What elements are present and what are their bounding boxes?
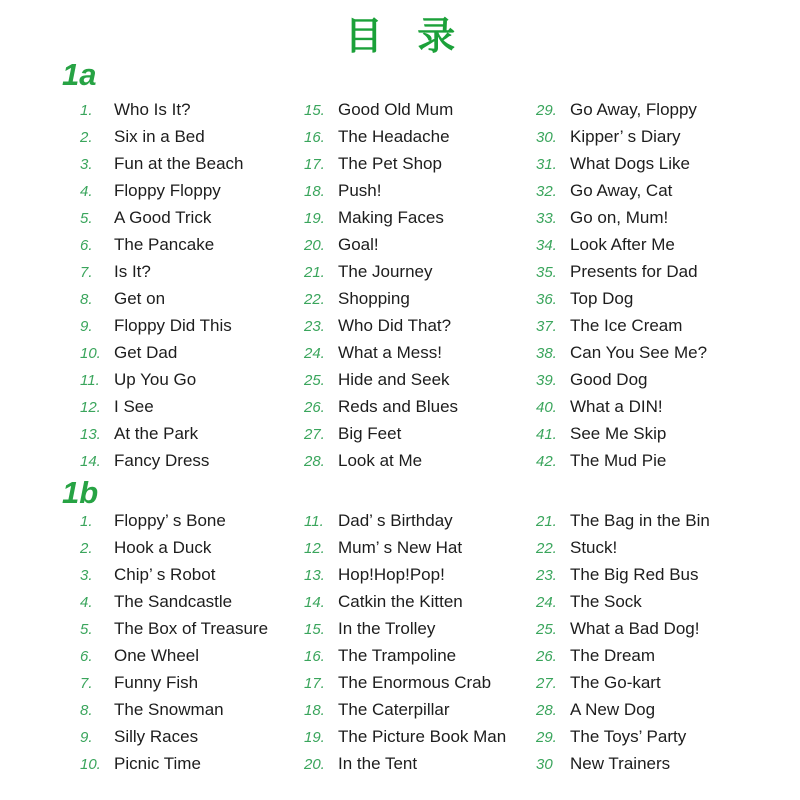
- toc-row-title: Look at Me: [338, 451, 423, 470]
- toc-row-title: The Box of Treasure: [114, 619, 269, 638]
- toc-row-number: 2.: [80, 129, 93, 146]
- toc-row-title: I See: [114, 397, 154, 416]
- toc-row-number: 24.: [536, 594, 557, 611]
- toc-row-title: The Picture Book Man: [338, 727, 507, 746]
- toc-column: [536, 100, 790, 478]
- toc-row-number: 38.: [536, 345, 557, 362]
- toc-row-number: 19.: [304, 210, 325, 227]
- toc-row: [80, 127, 304, 154]
- toc-row-number: 8.: [80, 702, 93, 719]
- toc-row-number: 17.: [304, 675, 325, 692]
- toc-row: [80, 424, 304, 451]
- toc-row-number: 14.: [80, 453, 101, 470]
- toc-row: [304, 343, 536, 370]
- toc-row-number: 21.: [304, 264, 325, 281]
- toc-row: [536, 646, 790, 673]
- toc-row-title: Get on: [114, 289, 166, 308]
- toc-row: [304, 370, 536, 397]
- toc-row: [536, 343, 790, 370]
- toc-row-title: The Toys’ Party: [570, 727, 687, 746]
- toc-row: [536, 181, 790, 208]
- toc-row-number: 39.: [536, 372, 557, 389]
- toc-row-title: Floppy’ s Bone: [114, 511, 226, 530]
- toc-row: [304, 646, 536, 673]
- toc-row: [80, 451, 304, 478]
- toc-row: [536, 673, 790, 700]
- toc-row-title: Good Old Mum: [338, 100, 454, 119]
- toc-row-title: Reds and Blues: [338, 397, 459, 416]
- toc-row: [536, 316, 790, 343]
- toc-row: [536, 511, 790, 538]
- toc-row: [304, 538, 536, 565]
- toc-row-title: A Good Trick: [114, 208, 212, 227]
- toc-row-number: 10.: [80, 345, 101, 362]
- toc-row-number: 27.: [536, 675, 557, 692]
- toc-row-title: What a Bad Dog!: [570, 619, 700, 638]
- toc-row: [304, 511, 536, 538]
- toc-row-title: The Dream: [570, 646, 656, 665]
- toc-row-title: Fancy Dress: [114, 451, 210, 470]
- toc-row-number: 26.: [536, 648, 557, 665]
- toc-row-title: Hook a Duck: [114, 538, 212, 557]
- toc-row-number: 5.: [80, 210, 93, 227]
- toc-row-number: 6.: [80, 237, 93, 254]
- toc-row-number: 23.: [536, 567, 557, 584]
- toc-row: [536, 370, 790, 397]
- toc-row: [536, 592, 790, 619]
- toc-row: [536, 208, 790, 235]
- toc-row-title: Go Away, Floppy: [570, 100, 697, 119]
- toc-row-number: 30.: [536, 129, 557, 146]
- toc-row-number: 21.: [536, 513, 557, 530]
- toc-row-number: 41.: [536, 426, 557, 443]
- toc-column: [80, 100, 304, 478]
- toc-row: [536, 262, 790, 289]
- toc-column: [304, 100, 536, 478]
- toc-row-title: Fun at the Beach: [114, 154, 244, 173]
- toc-row-title: A New Dog: [570, 700, 656, 719]
- toc-row-number: 31.: [536, 156, 557, 173]
- toc-column: [304, 511, 536, 781]
- toc-row: [536, 100, 790, 127]
- toc-row: [304, 181, 536, 208]
- toc-row-number: 20.: [304, 756, 325, 773]
- toc-row-number: 42.: [536, 453, 557, 470]
- toc-row: [80, 727, 304, 754]
- toc-row: [536, 289, 790, 316]
- toc-row-title: The Trampoline: [338, 646, 457, 665]
- toc-row-title: Goal!: [338, 235, 379, 254]
- toc-row-title: Go on, Mum!: [570, 208, 669, 227]
- toc-row-title: At the Park: [114, 424, 199, 443]
- toc-row-number: 19.: [304, 729, 325, 746]
- toc-row: [536, 397, 790, 424]
- toc-row-number: 33.: [536, 210, 557, 227]
- toc-row: [304, 262, 536, 289]
- toc-row-number: 2.: [80, 540, 93, 557]
- toc-row-number: 22.: [304, 291, 325, 308]
- toc-column: [80, 511, 304, 781]
- toc-row-title: Funny Fish: [114, 673, 199, 692]
- toc-row-number: 3.: [80, 567, 93, 584]
- toc-row-number: 40.: [536, 399, 557, 416]
- toc-row: [304, 673, 536, 700]
- toc-row-title: Can You See Me?: [570, 343, 708, 362]
- toc-row: [80, 592, 304, 619]
- toc-row-title: Up You Go: [114, 370, 197, 389]
- section-label-1b: 1b: [62, 475, 99, 510]
- toc-row-number: 37.: [536, 318, 557, 335]
- toc-row: [536, 700, 790, 727]
- toc-row-title: Who Is It?: [114, 100, 191, 119]
- toc-row: [80, 646, 304, 673]
- toc-row: [536, 127, 790, 154]
- toc-row: [80, 316, 304, 343]
- toc-row-number: 18.: [304, 702, 325, 719]
- toc-row-title: Push!: [338, 181, 382, 200]
- section-1b-columns: [80, 511, 790, 781]
- toc-row-title: In the Tent: [338, 754, 418, 773]
- toc-row-number: 1.: [80, 102, 93, 119]
- toc-row-title: Kipper’ s Diary: [570, 127, 681, 146]
- toc-row: [536, 619, 790, 646]
- toc-row-title: The Ice Cream: [570, 316, 683, 335]
- toc-row: [80, 538, 304, 565]
- toc-row-title: Floppy Floppy: [114, 181, 221, 200]
- toc-row: [536, 154, 790, 181]
- toc-row: [80, 619, 304, 646]
- toc-row: [80, 262, 304, 289]
- toc-row-number: 5.: [80, 621, 93, 638]
- toc-row-number: 26.: [304, 399, 325, 416]
- toc-row-title: The Journey: [338, 262, 433, 281]
- section-label-1a: 1a: [62, 57, 97, 92]
- page-title: 目 录: [344, 16, 456, 58]
- toc-row-title: What a Mess!: [338, 343, 442, 362]
- toc-row-number: 28.: [304, 453, 325, 470]
- toc-row: [536, 754, 790, 781]
- toc-row-number: 12.: [304, 540, 325, 557]
- toc-row-number: 14.: [304, 594, 325, 611]
- toc-row-title: Hide and Seek: [338, 370, 450, 389]
- toc-row-title: Who Did That?: [338, 316, 452, 335]
- section-1a-columns: [80, 100, 790, 478]
- toc-row-number: 18.: [304, 183, 325, 200]
- toc-row: [304, 289, 536, 316]
- toc-row: [536, 727, 790, 754]
- toc-row-number: 13.: [80, 426, 101, 443]
- toc-row-number: 25.: [536, 621, 557, 638]
- toc-row-title: Get Dad: [114, 343, 178, 362]
- toc-row: [304, 127, 536, 154]
- toc-row: [80, 289, 304, 316]
- toc-row: [536, 235, 790, 262]
- toc-row: [80, 370, 304, 397]
- toc-row-title: Big Feet: [338, 424, 402, 443]
- toc-row-title: Making Faces: [338, 208, 444, 227]
- toc-row: [80, 511, 304, 538]
- toc-row-title: The Pancake: [114, 235, 215, 254]
- toc-row: [304, 316, 536, 343]
- toc-row: [304, 208, 536, 235]
- toc-row-number: 9.: [80, 318, 93, 335]
- toc-row-number: 20.: [304, 237, 325, 254]
- toc-row: [304, 754, 536, 781]
- toc-row: [80, 754, 304, 781]
- toc-row: [304, 619, 536, 646]
- toc-row-number: 27.: [304, 426, 325, 443]
- toc-row-number: 10.: [80, 756, 101, 773]
- toc-row: [304, 397, 536, 424]
- toc-row-number: 15.: [304, 621, 325, 638]
- toc-row-number: 24.: [304, 345, 325, 362]
- toc-row-title: The Sandcastle: [114, 592, 233, 611]
- toc-row-number: 3.: [80, 156, 93, 173]
- toc-row: [304, 424, 536, 451]
- toc-row: [80, 235, 304, 262]
- toc-row-title: What a DIN!: [570, 397, 663, 416]
- toc-row: [536, 565, 790, 592]
- toc-row-number: 35.: [536, 264, 557, 281]
- toc-row-number: 34.: [536, 237, 557, 254]
- toc-row: [304, 100, 536, 127]
- toc-row: [304, 592, 536, 619]
- toc-row-number: 25.: [304, 372, 325, 389]
- toc-row-number: 13.: [304, 567, 325, 584]
- toc-row-number: 9.: [80, 729, 93, 746]
- toc-row-title: See Me Skip: [570, 424, 667, 443]
- toc-row-number: 16.: [304, 129, 325, 146]
- toc-row: [80, 565, 304, 592]
- toc-row-number: 6.: [80, 648, 93, 665]
- toc-row-title: New Trainers: [570, 754, 671, 773]
- toc-row-title: The Big Red Bus: [570, 565, 699, 584]
- toc-row-title: The Pet Shop: [338, 154, 442, 173]
- toc-row-number: 4.: [80, 183, 93, 200]
- toc-row-title: The Sock: [570, 592, 642, 611]
- toc-row-title: Dad’ s Birthday: [338, 511, 453, 530]
- toc-row-title: The Bag in the Bin: [570, 511, 710, 530]
- toc-row-title: Shopping: [338, 289, 410, 308]
- toc-row-title: One Wheel: [114, 646, 200, 665]
- toc-row: [80, 343, 304, 370]
- toc-row-title: Silly Races: [114, 727, 199, 746]
- toc-row: [80, 100, 304, 127]
- toc-row-number: 8.: [80, 291, 93, 308]
- toc-row: [304, 565, 536, 592]
- toc-row: [304, 154, 536, 181]
- toc-row-number: 36.: [536, 291, 557, 308]
- toc-row-title: Good Dog: [570, 370, 648, 389]
- toc-row-title: Look After Me: [570, 235, 675, 254]
- toc-row-title: Stuck!: [570, 538, 618, 557]
- toc-row: [536, 451, 790, 478]
- toc-row-title: Hop!Hop!Pop!: [338, 565, 445, 584]
- toc-row-title: Top Dog: [570, 289, 634, 308]
- toc-row-title: Catkin the Kitten: [338, 592, 463, 611]
- toc-row-number: 32.: [536, 183, 557, 200]
- toc-row-number: 28.: [536, 702, 557, 719]
- toc-row: [304, 235, 536, 262]
- toc-row-number: 11.: [304, 513, 324, 530]
- toc-row-number: 22.: [536, 540, 557, 557]
- toc-column: [536, 511, 790, 781]
- toc-row-number: 12.: [80, 399, 101, 416]
- toc-row-number: 15.: [304, 102, 325, 119]
- toc-row-number: 7.: [80, 675, 93, 692]
- toc-row-number: 29.: [536, 102, 557, 119]
- toc-row-title: The Go-kart: [570, 673, 661, 692]
- toc-row: [80, 700, 304, 727]
- toc-row-title: The Enormous Crab: [338, 673, 492, 692]
- toc-row-number: 11.: [80, 372, 100, 389]
- toc-row-title: What Dogs Like: [570, 154, 690, 173]
- toc-row-number: 17.: [304, 156, 325, 173]
- toc-row: [304, 451, 536, 478]
- toc-row-number: 7.: [80, 264, 93, 281]
- toc-row-number: 29.: [536, 729, 557, 746]
- toc-row-title: Six in a Bed: [114, 127, 205, 146]
- toc-row-title: Chip’ s Robot: [114, 565, 216, 584]
- toc-row-title: Go Away, Cat: [570, 181, 673, 200]
- toc-row-title: Picnic Time: [114, 754, 201, 773]
- toc-row: [80, 181, 304, 208]
- toc-row-number: 23.: [304, 318, 325, 335]
- toc-row-number: 1.: [80, 513, 93, 530]
- toc-row-number: 30: [536, 756, 553, 773]
- toc-row-title: The Mud Pie: [570, 451, 667, 470]
- toc-row: [304, 700, 536, 727]
- toc-row: [304, 727, 536, 754]
- toc-row-title: Floppy Did This: [114, 316, 232, 335]
- toc-row-title: The Caterpillar: [338, 700, 450, 719]
- toc-row-title: Presents for Dad: [570, 262, 698, 281]
- toc-row-title: The Snowman: [114, 700, 224, 719]
- toc-row-title: The Headache: [338, 127, 450, 146]
- toc-row: [80, 673, 304, 700]
- toc-row: [536, 424, 790, 451]
- toc-row: [536, 538, 790, 565]
- toc-row-title: In the Trolley: [338, 619, 436, 638]
- toc-row: [80, 154, 304, 181]
- toc-row: [80, 397, 304, 424]
- toc-row-title: Is It?: [114, 262, 151, 281]
- toc-row-title: Mum’ s New Hat: [338, 538, 463, 557]
- toc-row-number: 4.: [80, 594, 93, 611]
- toc-row: [80, 208, 304, 235]
- toc-row-number: 16.: [304, 648, 325, 665]
